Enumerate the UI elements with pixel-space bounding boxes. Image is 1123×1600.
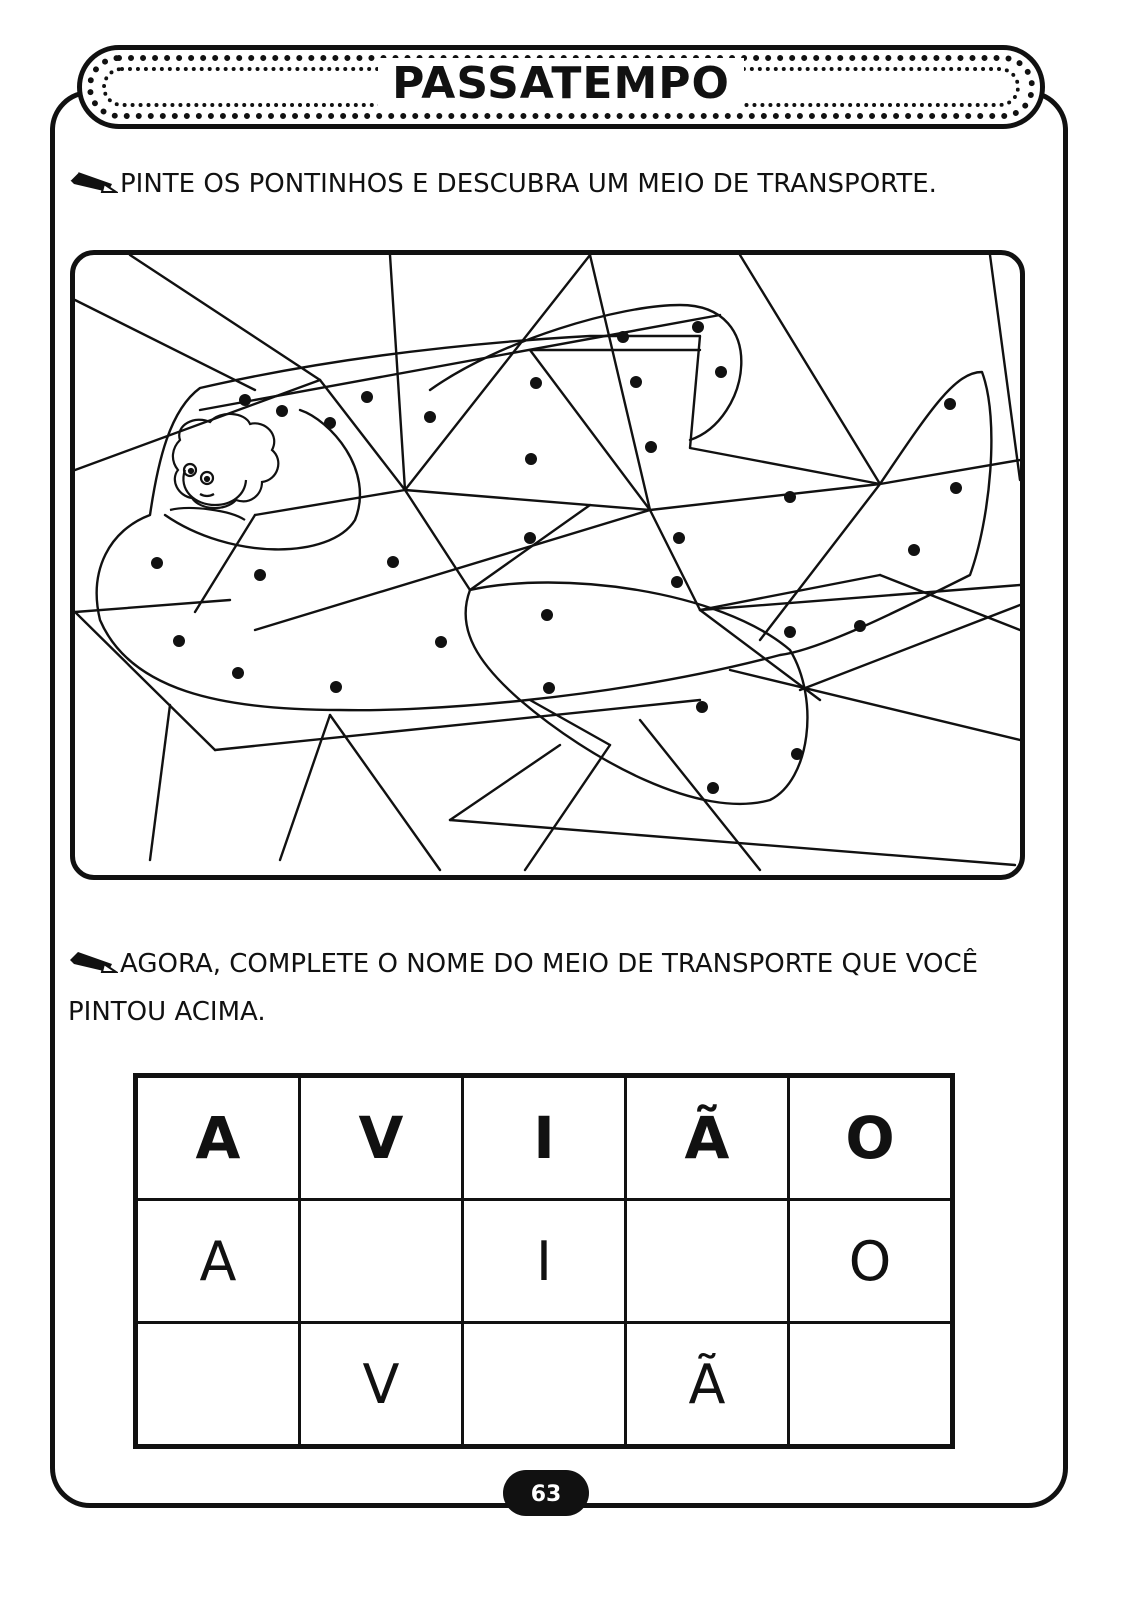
instruction-paint-dots	[68, 160, 937, 208]
dot-puzzle	[70, 250, 1025, 880]
grid-cell: V	[300, 1076, 463, 1200]
page-number: 63	[503, 1470, 589, 1516]
grid-row	[136, 1200, 953, 1323]
grid-row	[136, 1076, 953, 1200]
grid-cell-blank[interactable]	[789, 1323, 953, 1447]
instruction-text: AGORA, COMPLETE O NOME DO MEIO DE TRANSPORTE QUE VOCÊ PINTOU ACIMA.	[68, 949, 979, 1027]
page-title: PASSATEMPO	[82, 58, 1040, 109]
airplane-puzzle-drawing	[70, 250, 1025, 880]
grid-cell-blank[interactable]	[300, 1200, 463, 1323]
grid-cell[interactable]: O	[789, 1200, 953, 1323]
grid-row	[136, 1323, 953, 1447]
letter-grid	[133, 1073, 955, 1449]
grid-cell-blank[interactable]	[463, 1323, 626, 1447]
grid-cell: I	[463, 1076, 626, 1200]
grid-cell: O	[789, 1076, 953, 1200]
pencil-icon	[68, 170, 118, 194]
title-banner	[77, 45, 1045, 129]
instruction-text: PINTE OS PONTINHOS E DESCUBRA UM MEIO DE TRANSPORTE.	[120, 169, 937, 199]
grid-cell[interactable]: V	[300, 1323, 463, 1447]
grid-cell: Ã	[626, 1076, 789, 1200]
grid-cell: A	[136, 1076, 300, 1200]
grid-cell[interactable]: A	[136, 1200, 300, 1323]
instruction-complete-name	[68, 940, 1048, 1036]
grid-cell[interactable]: Ã	[626, 1323, 789, 1447]
grid-cell-blank[interactable]	[136, 1323, 300, 1447]
pencil-icon	[68, 950, 118, 974]
grid-cell[interactable]: I	[463, 1200, 626, 1323]
paint-dots	[151, 321, 962, 794]
grid-cell-blank[interactable]	[626, 1200, 789, 1323]
